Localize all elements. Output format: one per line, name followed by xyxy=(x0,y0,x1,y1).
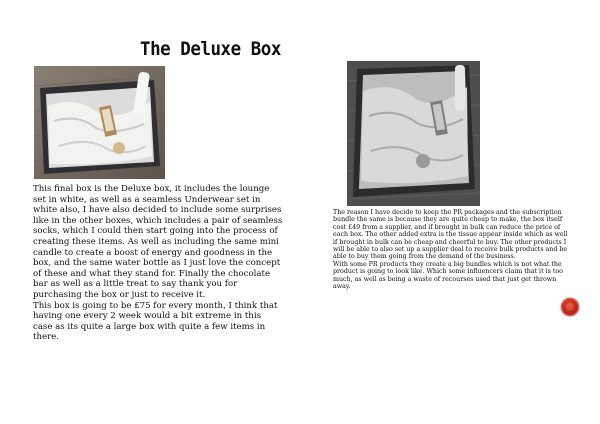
left-body-text xyxy=(33,184,283,343)
right-body-text xyxy=(333,209,573,290)
left-paragraph-2: This box is going to be £75 for every month, I think that having one every 2 week would a bit extreme in this case as its quite a large box with quite a few items in there. xyxy=(33,300,278,343)
box-photo-illustration-greyscale xyxy=(347,61,480,206)
page-title: The Deluxe Box xyxy=(140,38,281,60)
box-photo-illustration xyxy=(34,66,165,179)
deluxe-box-photo xyxy=(34,66,165,179)
right-paragraph-1: The reason I have decide to keep the PR packages and the subscription bundle the same is because they are quite cheap to make, the box itself cost £49 from a supplier, and if brought in bulk can reduce the price of each box. The other added extra is the tissue appear inside which as well if brought in bulk can be cheap and cheerful to buy. The other products I will be able to also set up a supplier deal to receive bulk products and be able to buy them going from the demand of the business. xyxy=(333,209,568,261)
button-highlight xyxy=(566,303,574,311)
left-paragraph-1: This final box is the Deluxe box, it includes the lounge set in white, as well as a seamless Underwear set in white also, I have also decided to include some surprises like in the other boxes, which includes a pair of seamless socks, which I could then start going into the process of creating these items. As well as including the same mini candle to create a boost of energy and goodness in the box, and the same water bottle as I just love the concept of these and what they stand for. Finally the chocolate bar as well as a little treat to say thank you for purchasing the box or just to receive it. xyxy=(33,184,283,300)
right-paragraph-2: With some PR products they create a big bundles which is not what the product is going to look like. Which some influencers claim that it is too much, as well as being a waste of recourses used that just get thrown away. xyxy=(333,260,563,291)
red-circle-button-icon[interactable] xyxy=(562,299,578,315)
deluxe-box-photo-greyscale xyxy=(347,61,480,206)
